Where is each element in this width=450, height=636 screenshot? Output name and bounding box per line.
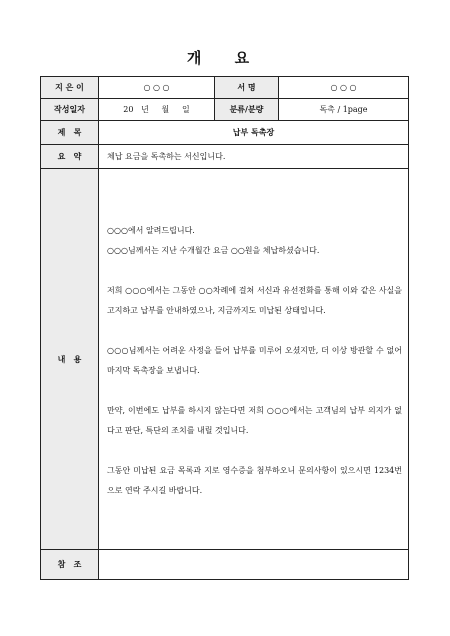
content-cell	[99, 169, 409, 550]
signature-label: 서 명	[215, 77, 279, 99]
page-title: 개 요	[186, 49, 264, 67]
content-paragraph: 저희 ○○○에서는 그동안 ○○차례에 걸쳐 서신과 유선전화를 통해 이와 같은 사실을 고지하고 납부를 안내하였으나, 지금까지도 미납된 상태입니다.	[107, 286, 402, 315]
author-label: 지 은 이	[41, 77, 99, 99]
content-paragraph: 만약, 이번에도 납부를 하시지 않는다면 저희 ○○○에서는 고객님의 납부 의지가 없다고 판단, 특단의 조치를 내릴 것입니다.	[107, 406, 402, 435]
signature-value: ○ ○ ○	[279, 77, 409, 99]
overview-form-table	[40, 76, 409, 580]
reference-label: 참 조	[41, 550, 99, 580]
content-paragraph: 그동안 미납된 요금 목록과 지로 영수증을 첨부하오니 문의사항이 있으시면 1234번으로 연락 주시길 바랍니다.	[107, 466, 402, 495]
content-paragraph: ○○○에서 알려드립니다. ○○○님께서는 지난 수개월간 요금 ○○원을 체납하셨습니다.	[107, 226, 320, 255]
date-label: 작성일자	[41, 99, 99, 121]
reference-row	[41, 550, 409, 580]
content-row	[41, 169, 409, 550]
date-value: 20 년 월 일	[99, 99, 215, 121]
summary-value: 체납 요금을 독촉하는 서신입니다.	[99, 145, 409, 169]
date-row	[41, 99, 409, 121]
subject-label: 제 목	[41, 121, 99, 145]
subject-row	[41, 121, 409, 145]
content-body	[99, 169, 408, 501]
reference-value	[99, 550, 409, 580]
summary-label: 요 약	[41, 145, 99, 169]
author-row	[41, 77, 409, 99]
category-label: 분류/분량	[215, 99, 279, 121]
category-value: 독촉 / 1page	[279, 99, 409, 121]
content-paragraph: ○○○님께서는 어려운 사정을 들어 납부를 미루어 오셨지만, 더 이상 방관할 수 없어 마지막 독촉장을 보냅니다.	[107, 346, 402, 375]
subject-value: 납부 독촉장	[99, 121, 409, 145]
content-label: 내 용	[41, 169, 99, 550]
author-value: ○ ○ ○	[99, 77, 215, 99]
summary-row	[41, 145, 409, 169]
